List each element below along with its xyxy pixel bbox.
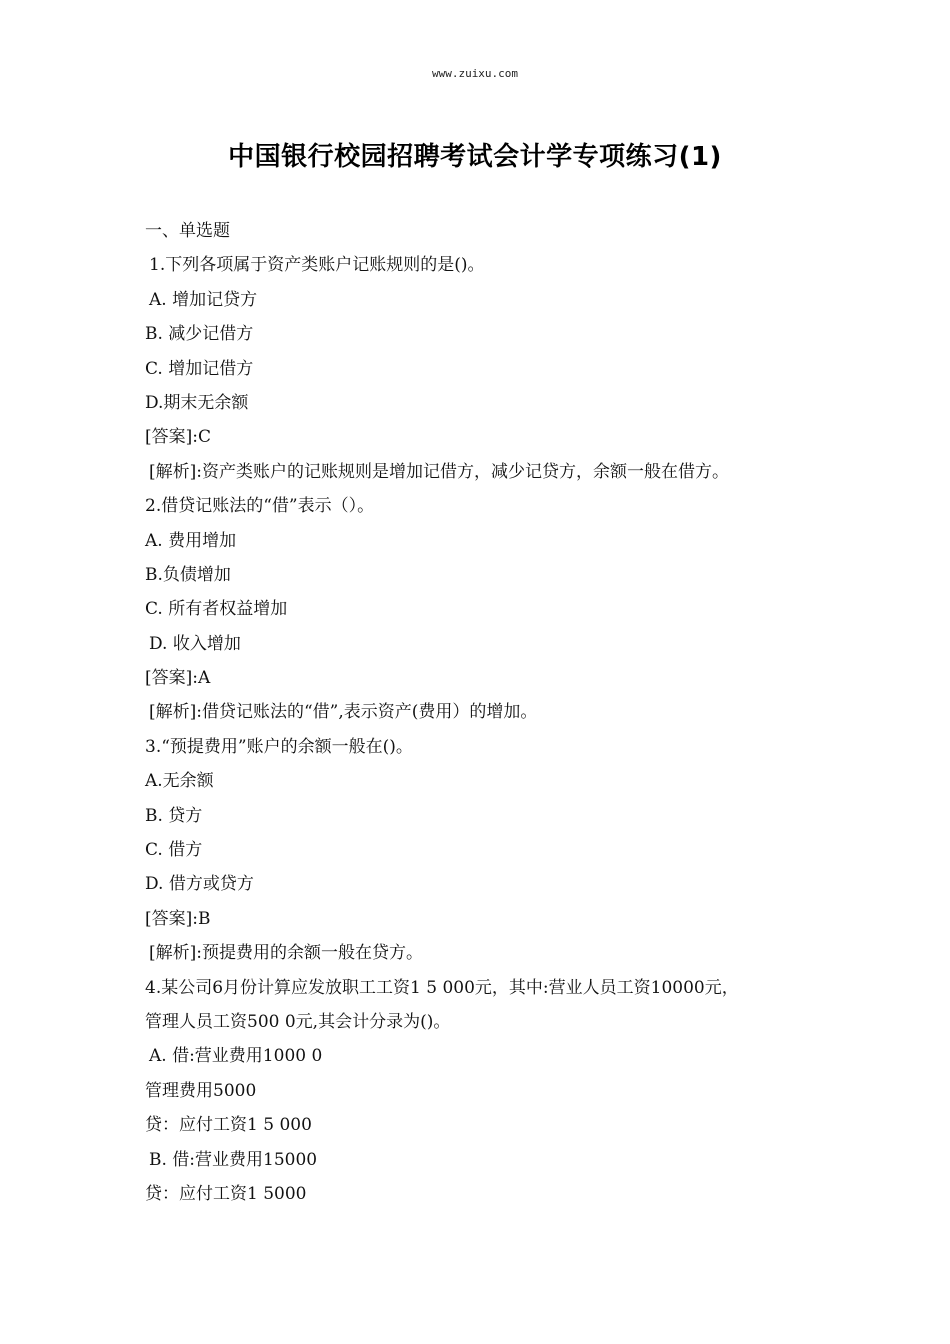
section-heading: 一、单选题: [145, 221, 230, 241]
question-4: 4.某公司6月份计算应发放职工工资1 5 000元，其中:营业人员工资10000元，: [145, 977, 739, 998]
q4-option-a-line-2: 管理费用5000: [145, 1080, 257, 1101]
q1-answer: [答案]:C: [145, 427, 211, 448]
q2-option-a: A. 费用增加: [145, 530, 237, 551]
q2-explanation: [解析]:借贷记账法的“借”,表示资产(费用）的增加。: [149, 702, 538, 723]
question-4-continued: 管理人员工资500 0元,其会计分录为()。: [145, 1011, 451, 1032]
q4-option-a-line-3: 贷：应付工资1 5 000: [145, 1115, 312, 1136]
q4-option-b-line-2: 贷：应付工资1 5000: [145, 1183, 307, 1204]
q1-option-b: B. 减少记借方: [145, 324, 254, 345]
question-3: 3.“预提费用”账户的余额一般在()。: [145, 736, 413, 757]
q2-option-d: D. 收入增加: [149, 633, 241, 654]
question-1: 1.下列各项属于资产类账户记账规则的是()。: [149, 255, 485, 276]
q1-explanation: [解析]:资产类账户的记账规则是增加记借方，减少记贷方，余额一般在借方。: [149, 461, 729, 482]
q2-answer: [答案]:A: [145, 668, 211, 689]
q3-option-a: A.无余额: [145, 771, 214, 792]
question-2: 2.借贷记账法的“借”表示（）。: [145, 496, 375, 517]
q3-option-b: B. 贷方: [145, 805, 203, 826]
q3-answer: [答案]:B: [145, 908, 211, 929]
q1-option-d: D.期末无余额: [145, 392, 249, 413]
document-body: [145, 214, 825, 1211]
q1-option-c: C. 增加记借方: [145, 358, 254, 379]
header-url: www.zuixu.com: [431, 67, 519, 80]
q3-option-c: C. 借方: [145, 840, 203, 861]
q3-explanation: [解析]:预提费用的余额一般在贷方。: [149, 943, 423, 964]
document-title: 中国银行校园招聘考试会计学专项练习(1): [228, 142, 722, 172]
q2-option-c: C. 所有者权益增加: [145, 599, 288, 620]
q3-option-d: D. 借方或贷方: [145, 874, 254, 895]
q2-option-b: B.负债增加: [145, 564, 231, 585]
q4-option-b: B. 借:营业费用15000: [149, 1149, 318, 1170]
q4-option-a: A. 借:营业费用1000 0: [149, 1046, 323, 1067]
q1-option-a: A. 增加记贷方: [149, 289, 258, 310]
